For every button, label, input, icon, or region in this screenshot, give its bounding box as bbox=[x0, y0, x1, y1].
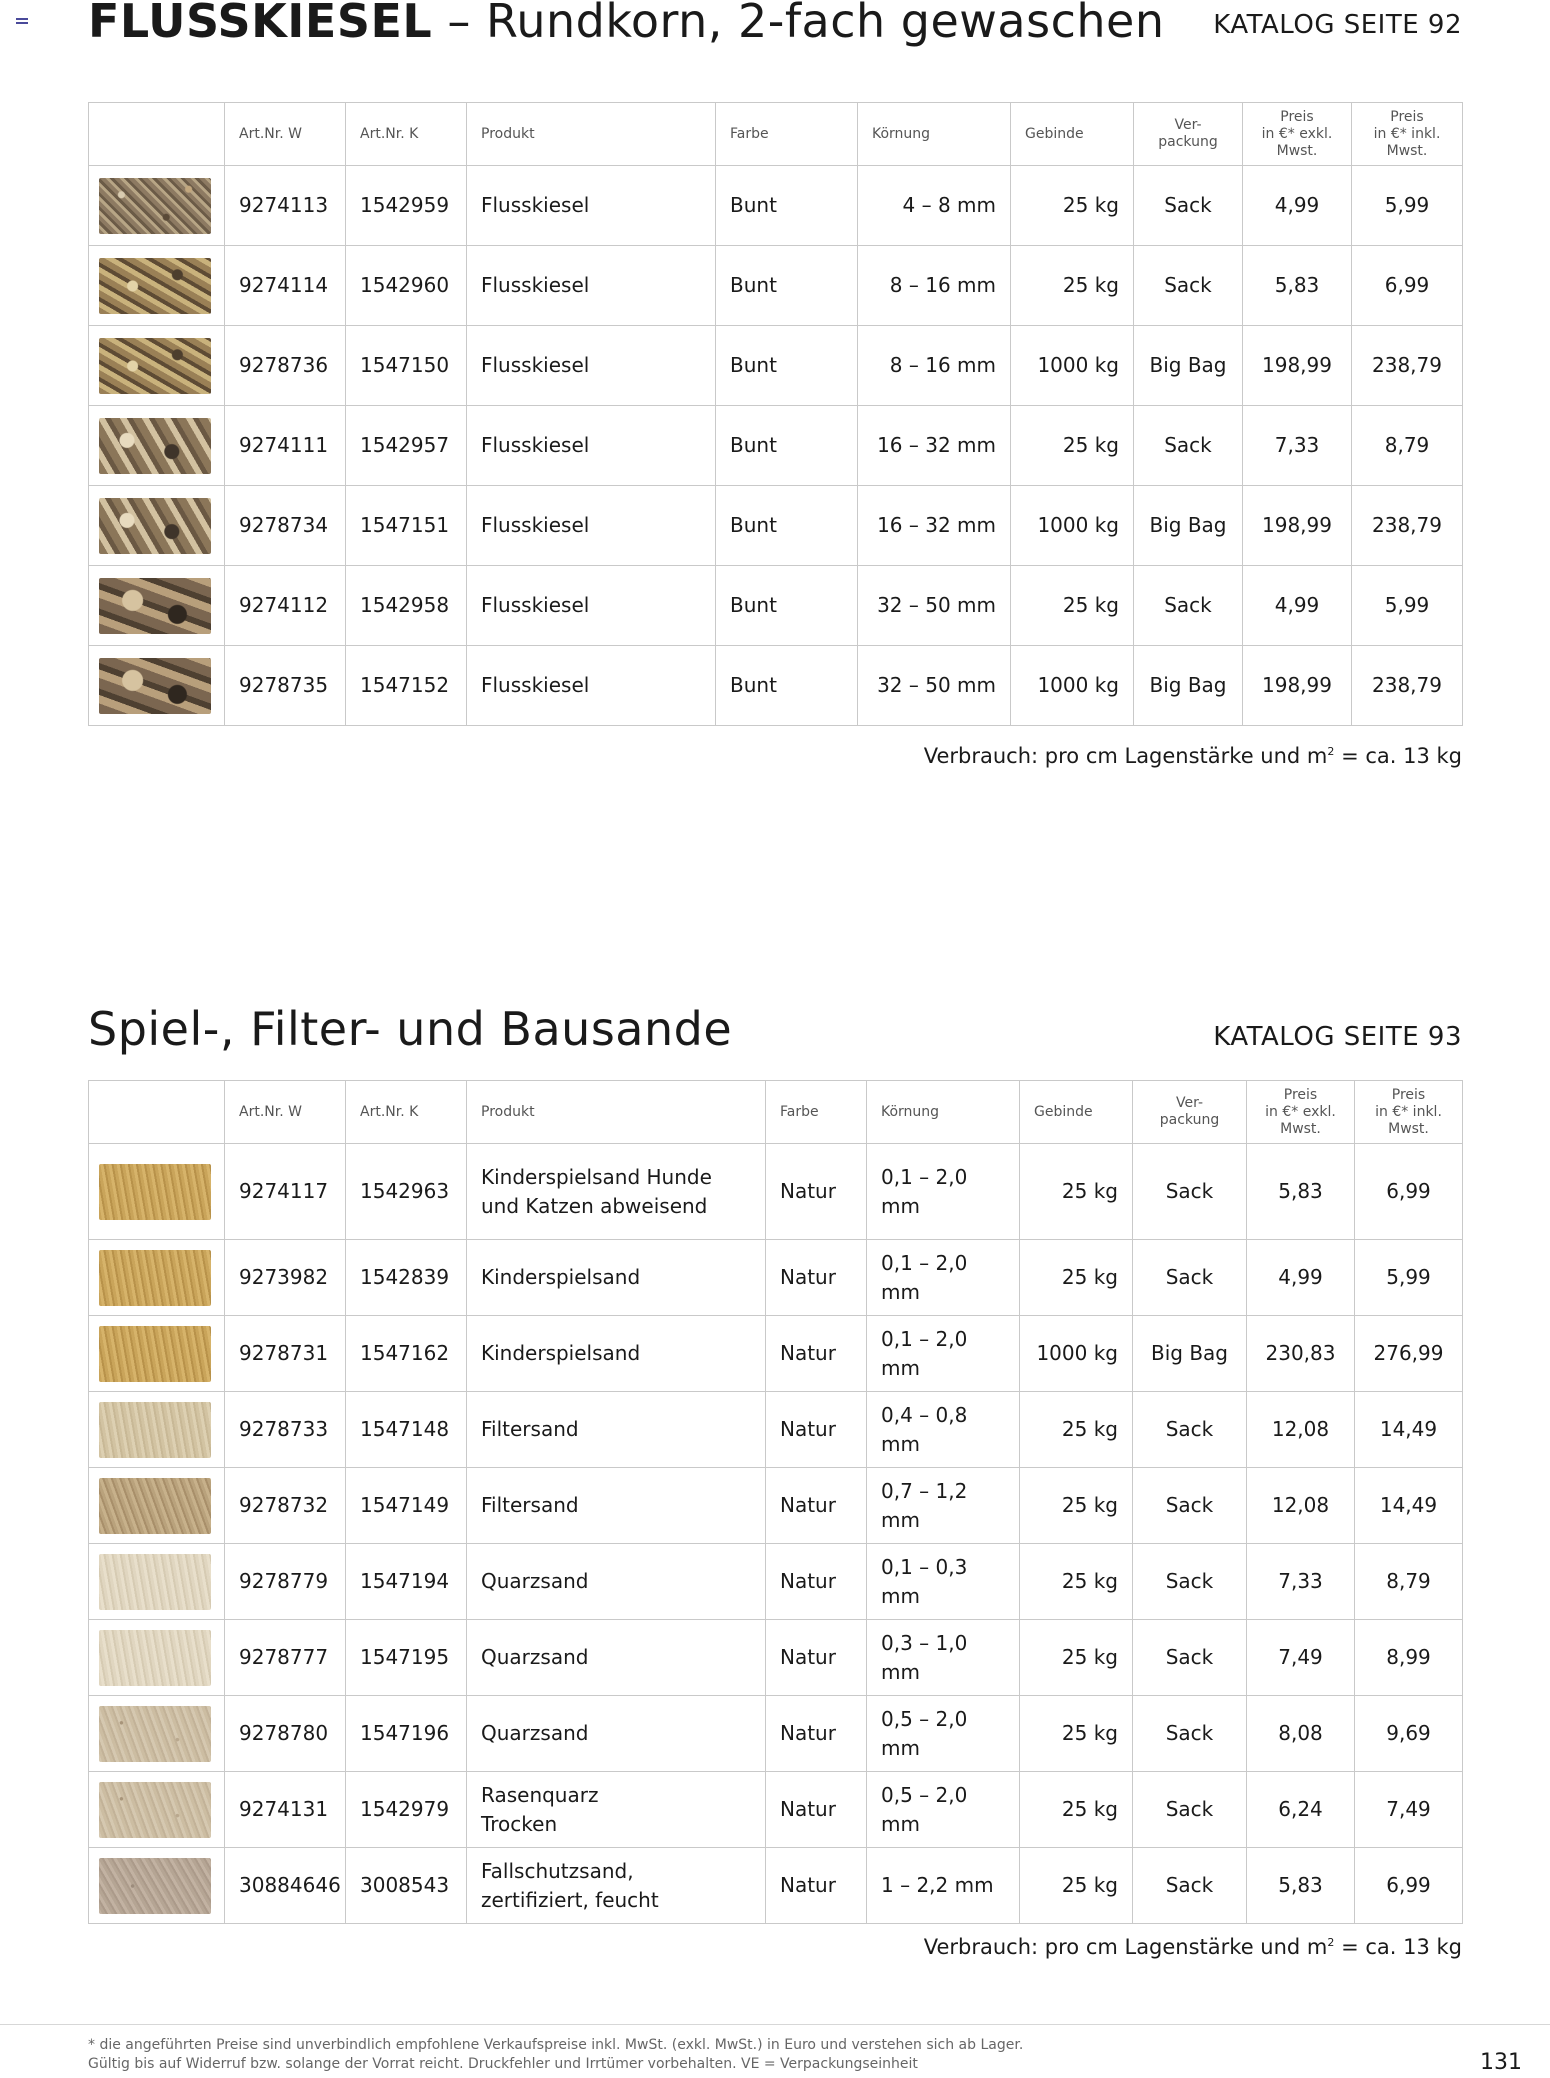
cell-gebinde: 25 kg bbox=[1011, 246, 1134, 326]
cell-gebinde: 25 kg bbox=[1020, 1392, 1133, 1468]
header-art-nr-w: Art.Nr. W bbox=[225, 103, 346, 166]
footer-note bbox=[88, 2036, 1288, 2074]
cell-art-nr-w: 9274111 bbox=[225, 406, 346, 486]
cell-preis-inkl: 7,49 bbox=[1355, 1772, 1463, 1848]
product-image bbox=[99, 1554, 211, 1610]
cell-produkt: Flusskiesel bbox=[467, 646, 716, 726]
cell-farbe: Natur bbox=[766, 1620, 867, 1696]
cell-art-nr-w: 9273982 bbox=[225, 1240, 346, 1316]
cell-preis-inkl: 5,99 bbox=[1355, 1240, 1463, 1316]
cell-art-nr-w: 9274114 bbox=[225, 246, 346, 326]
cell-preis-inkl: 238,79 bbox=[1352, 486, 1463, 566]
cell-art-nr-w: 9274131 bbox=[225, 1772, 346, 1848]
table-row bbox=[89, 1620, 1463, 1696]
cell-art-nr-w: 9278736 bbox=[225, 326, 346, 406]
cell-preis-inkl: 8,79 bbox=[1352, 406, 1463, 486]
cell-farbe: Natur bbox=[766, 1240, 867, 1316]
header-gebinde: Gebinde bbox=[1011, 103, 1134, 166]
product-image bbox=[99, 418, 211, 474]
header-produkt: Produkt bbox=[467, 1081, 766, 1144]
cell-farbe: Bunt bbox=[716, 486, 858, 566]
cell-verpackung: Sack bbox=[1133, 1468, 1247, 1544]
cell-gebinde: 25 kg bbox=[1020, 1468, 1133, 1544]
product-image bbox=[99, 338, 211, 394]
cell-preis-exkl: 12,08 bbox=[1247, 1468, 1355, 1544]
cell-farbe: Bunt bbox=[716, 566, 858, 646]
cell-preis-exkl: 12,08 bbox=[1247, 1392, 1355, 1468]
cell-preis-inkl: 14,49 bbox=[1355, 1468, 1463, 1544]
header-image bbox=[89, 103, 225, 166]
cell-farbe: Natur bbox=[766, 1544, 867, 1620]
header-art-nr-k: Art.Nr. K bbox=[346, 103, 467, 166]
section-title-rest: – Rundkorn, 2-fach gewaschen bbox=[432, 0, 1165, 48]
cell-preis-exkl: 4,99 bbox=[1247, 1240, 1355, 1316]
header-preis-inkl: Preis in €* inkl. Mwst. bbox=[1355, 1081, 1463, 1144]
product-image bbox=[99, 1478, 211, 1534]
header-verpackung: Ver- packung bbox=[1134, 103, 1243, 166]
header-farbe: Farbe bbox=[766, 1081, 867, 1144]
cell-farbe: Natur bbox=[766, 1468, 867, 1544]
cell-produkt: Flusskiesel bbox=[467, 406, 716, 486]
cell-preis-inkl: 238,79 bbox=[1352, 326, 1463, 406]
table-row bbox=[89, 1848, 1463, 1924]
table-row bbox=[89, 166, 1463, 246]
header-image bbox=[89, 1081, 225, 1144]
cell-preis-exkl: 5,83 bbox=[1243, 246, 1352, 326]
cell-gebinde: 25 kg bbox=[1020, 1772, 1133, 1848]
cell-koernung: 8 – 16 mm bbox=[858, 246, 1011, 326]
catalog-reference: KATALOG SEITE 93 bbox=[1213, 1022, 1462, 1052]
cell-art-nr-w: 9274112 bbox=[225, 566, 346, 646]
table-row bbox=[89, 1772, 1463, 1848]
cell-koernung: 32 – 50 mm bbox=[858, 646, 1011, 726]
cell-koernung: 0,5 – 2,0 mm bbox=[867, 1696, 1020, 1772]
cell-art-nr-w: 9278779 bbox=[225, 1544, 346, 1620]
cell-preis-exkl: 230,83 bbox=[1247, 1316, 1355, 1392]
cell-gebinde: 1000 kg bbox=[1011, 646, 1134, 726]
cell-art-nr-k: 3008543 bbox=[346, 1848, 467, 1924]
cell-gebinde: 25 kg bbox=[1020, 1240, 1133, 1316]
cell-produkt: Flusskiesel bbox=[467, 486, 716, 566]
table-row bbox=[89, 1316, 1463, 1392]
cell-verpackung: Sack bbox=[1134, 566, 1243, 646]
header-art-nr-w: Art.Nr. W bbox=[225, 1081, 346, 1144]
cell-art-nr-w: 9278777 bbox=[225, 1620, 346, 1696]
cell-koernung: 32 – 50 mm bbox=[858, 566, 1011, 646]
cell-farbe: Bunt bbox=[716, 326, 858, 406]
section-title-strong: FLUSSKIESEL bbox=[88, 0, 433, 48]
consumption-note: Verbrauch: pro cm Lagenstärke und $m^2$ = ca. 13 kg bbox=[923, 1935, 1462, 1959]
cell-gebinde: 25 kg bbox=[1011, 166, 1134, 246]
cell-gebinde: 25 kg bbox=[1020, 1544, 1133, 1620]
header-produkt: Produkt bbox=[467, 103, 716, 166]
cell-koernung: 8 – 16 mm bbox=[858, 326, 1011, 406]
cell-art-nr-k: 1547149 bbox=[346, 1468, 467, 1544]
cell-preis-exkl: 7,33 bbox=[1247, 1544, 1355, 1620]
footer-note-line-2: Gültig bis auf Widerruf bzw. solange der Vorrat reicht. Druckfehler und Irrtümer vorbehalten. VE = Verpackungseinheit bbox=[88, 2056, 918, 2072]
cell-preis-exkl: 7,49 bbox=[1247, 1620, 1355, 1696]
table-row bbox=[89, 486, 1463, 566]
cell-art-nr-k: 1542839 bbox=[346, 1240, 467, 1316]
cell-gebinde: 25 kg bbox=[1020, 1848, 1133, 1924]
product-image bbox=[99, 1164, 211, 1220]
cell-farbe: Bunt bbox=[716, 166, 858, 246]
cell-art-nr-w: 9278734 bbox=[225, 486, 346, 566]
cell-preis-exkl: 198,99 bbox=[1243, 326, 1352, 406]
cell-verpackung: Big Bag bbox=[1134, 486, 1243, 566]
cell-koernung: 0,1 – 2,0 mm bbox=[867, 1240, 1020, 1316]
cell-koernung: 0,1 – 0,3 mm bbox=[867, 1544, 1020, 1620]
cell-art-nr-k: 1542979 bbox=[346, 1772, 467, 1848]
cell-verpackung: Sack bbox=[1133, 1696, 1247, 1772]
cell-art-nr-w: 9274113 bbox=[225, 166, 346, 246]
product-image bbox=[99, 1250, 211, 1306]
consumption-note: Verbrauch: pro cm Lagenstärke und $m^2$ = ca. 13 kg bbox=[923, 744, 1462, 768]
cell-preis-inkl: 238,79 bbox=[1352, 646, 1463, 726]
cell-preis-inkl: 9,69 bbox=[1355, 1696, 1463, 1772]
cell-preis-exkl: 198,99 bbox=[1243, 646, 1352, 726]
table-row bbox=[89, 1144, 1463, 1240]
page-number: 131 bbox=[1480, 2050, 1522, 2075]
cell-farbe: Bunt bbox=[716, 406, 858, 486]
cell-farbe: Natur bbox=[766, 1392, 867, 1468]
cell-art-nr-k: 1547194 bbox=[346, 1544, 467, 1620]
header-art-nr-k: Art.Nr. K bbox=[346, 1081, 467, 1144]
cell-art-nr-w: 9278731 bbox=[225, 1316, 346, 1392]
cell-preis-inkl: 5,99 bbox=[1352, 166, 1463, 246]
cell-preis-inkl: 5,99 bbox=[1352, 566, 1463, 646]
cell-verpackung: Sack bbox=[1134, 406, 1243, 486]
cell-farbe: Natur bbox=[766, 1316, 867, 1392]
cell-preis-exkl: 198,99 bbox=[1243, 486, 1352, 566]
table-row bbox=[89, 406, 1463, 486]
cell-koernung: 0,7 – 1,2 mm bbox=[867, 1468, 1020, 1544]
cell-preis-exkl: 8,08 bbox=[1247, 1696, 1355, 1772]
table-header-row bbox=[89, 103, 1463, 166]
cell-art-nr-k: 1547195 bbox=[346, 1620, 467, 1696]
cell-art-nr-k: 1542958 bbox=[346, 566, 467, 646]
footer-divider bbox=[0, 2024, 1550, 2025]
cell-art-nr-w: 30884646 bbox=[225, 1848, 346, 1924]
cell-verpackung: Big Bag bbox=[1133, 1316, 1247, 1392]
product-image bbox=[99, 658, 211, 714]
cell-farbe: Natur bbox=[766, 1772, 867, 1848]
product-image bbox=[99, 498, 211, 554]
cell-produkt: Quarzsand bbox=[467, 1620, 766, 1696]
header-preis-inkl: Preis in €* inkl. Mwst. bbox=[1352, 103, 1463, 166]
menu-icon[interactable] bbox=[16, 18, 28, 26]
cell-produkt: Flusskiesel bbox=[467, 566, 716, 646]
table-row bbox=[89, 1544, 1463, 1620]
product-image bbox=[99, 1782, 211, 1838]
table-row bbox=[89, 1392, 1463, 1468]
cell-art-nr-k: 1547196 bbox=[346, 1696, 467, 1772]
cell-verpackung: Sack bbox=[1133, 1620, 1247, 1696]
cell-preis-inkl: 6,99 bbox=[1355, 1848, 1463, 1924]
section-title-flusskiesel bbox=[88, 0, 1165, 48]
cell-preis-inkl: 6,99 bbox=[1352, 246, 1463, 326]
cell-gebinde: 1000 kg bbox=[1020, 1316, 1133, 1392]
cell-art-nr-w: 9274117 bbox=[225, 1144, 346, 1240]
cell-koernung: 1 – 2,2 mm bbox=[867, 1848, 1020, 1924]
cell-produkt: Kinderspielsand bbox=[467, 1316, 766, 1392]
cell-art-nr-k: 1547152 bbox=[346, 646, 467, 726]
cell-koernung: 16 – 32 mm bbox=[858, 406, 1011, 486]
cell-art-nr-w: 9278735 bbox=[225, 646, 346, 726]
cell-art-nr-k: 1542959 bbox=[346, 166, 467, 246]
cell-preis-inkl: 276,99 bbox=[1355, 1316, 1463, 1392]
cell-preis-exkl: 5,83 bbox=[1247, 1848, 1355, 1924]
product-image bbox=[99, 578, 211, 634]
cell-verpackung: Sack bbox=[1133, 1392, 1247, 1468]
cell-gebinde: 25 kg bbox=[1011, 566, 1134, 646]
header-preis-exkl: Preis in €* exkl. Mwst. bbox=[1247, 1081, 1355, 1144]
table-header-row bbox=[89, 1081, 1463, 1144]
cell-koernung: 0,5 – 2,0 mm bbox=[867, 1772, 1020, 1848]
cell-art-nr-k: 1542960 bbox=[346, 246, 467, 326]
cell-gebinde: 1000 kg bbox=[1011, 326, 1134, 406]
header-gebinde: Gebinde bbox=[1020, 1081, 1133, 1144]
cell-farbe: Natur bbox=[766, 1696, 867, 1772]
cell-gebinde: 25 kg bbox=[1020, 1144, 1133, 1240]
cell-produkt: Fallschutzsand, zertifiziert, feucht bbox=[467, 1848, 766, 1924]
cell-produkt: Filtersand bbox=[467, 1468, 766, 1544]
cell-farbe: Natur bbox=[766, 1848, 867, 1924]
product-image bbox=[99, 258, 211, 314]
cell-gebinde: 25 kg bbox=[1011, 406, 1134, 486]
cell-koernung: 0,1 – 2,0 mm bbox=[867, 1144, 1020, 1240]
product-image bbox=[99, 1402, 211, 1458]
cell-gebinde: 25 kg bbox=[1020, 1696, 1133, 1772]
cell-verpackung: Sack bbox=[1134, 166, 1243, 246]
cell-produkt: Flusskiesel bbox=[467, 246, 716, 326]
cell-verpackung: Big Bag bbox=[1134, 326, 1243, 406]
cell-produkt: Rasenquarz Trocken bbox=[467, 1772, 766, 1848]
header-verpackung: Ver- packung bbox=[1133, 1081, 1247, 1144]
cell-preis-inkl: 8,79 bbox=[1355, 1544, 1463, 1620]
product-image bbox=[99, 1858, 211, 1914]
cell-produkt: Kinderspielsand Hunde und Katzen abweisend bbox=[467, 1144, 766, 1240]
table-row bbox=[89, 646, 1463, 726]
cell-verpackung: Sack bbox=[1133, 1544, 1247, 1620]
table-row bbox=[89, 566, 1463, 646]
product-image bbox=[99, 1630, 211, 1686]
cell-verpackung: Sack bbox=[1134, 246, 1243, 326]
cell-preis-inkl: 6,99 bbox=[1355, 1144, 1463, 1240]
cell-produkt: Flusskiesel bbox=[467, 326, 716, 406]
cell-art-nr-w: 9278733 bbox=[225, 1392, 346, 1468]
cell-art-nr-k: 1547151 bbox=[346, 486, 467, 566]
cell-preis-exkl: 7,33 bbox=[1243, 406, 1352, 486]
cell-preis-exkl: 5,83 bbox=[1247, 1144, 1355, 1240]
footer-note-line-1: * die angeführten Preise sind unverbindlich empfohlene Verkaufspreise inkl. MwSt. (exkl. MwSt.) in Euro und verstehen sich ab Lager. bbox=[88, 2037, 1024, 2053]
cell-verpackung: Sack bbox=[1133, 1848, 1247, 1924]
cell-gebinde: 1000 kg bbox=[1011, 486, 1134, 566]
product-table-sande bbox=[88, 1080, 1463, 1924]
cell-koernung: 4 – 8 mm bbox=[858, 166, 1011, 246]
table-row bbox=[89, 1468, 1463, 1544]
cell-verpackung: Big Bag bbox=[1134, 646, 1243, 726]
product-image bbox=[99, 178, 211, 234]
cell-preis-exkl: 4,99 bbox=[1243, 166, 1352, 246]
cell-farbe: Natur bbox=[766, 1144, 867, 1240]
table-row bbox=[89, 1240, 1463, 1316]
cell-gebinde: 25 kg bbox=[1020, 1620, 1133, 1696]
header-koernung: Körnung bbox=[867, 1081, 1020, 1144]
cell-preis-inkl: 8,99 bbox=[1355, 1620, 1463, 1696]
cell-verpackung: Sack bbox=[1133, 1772, 1247, 1848]
header-farbe: Farbe bbox=[716, 103, 858, 166]
catalog-reference: KATALOG SEITE 92 bbox=[1213, 10, 1462, 40]
product-image bbox=[99, 1326, 211, 1382]
product-image bbox=[99, 1706, 211, 1762]
header-preis-exkl: Preis in €* exkl. Mwst. bbox=[1243, 103, 1352, 166]
cell-preis-exkl: 4,99 bbox=[1243, 566, 1352, 646]
cell-art-nr-k: 1542957 bbox=[346, 406, 467, 486]
section-title-sande: Spiel-, Filter- und Bausande bbox=[88, 1002, 733, 1056]
header-koernung: Körnung bbox=[858, 103, 1011, 166]
table-row bbox=[89, 246, 1463, 326]
table-row bbox=[89, 326, 1463, 406]
cell-verpackung: Sack bbox=[1133, 1240, 1247, 1316]
cell-art-nr-w: 9278780 bbox=[225, 1696, 346, 1772]
cell-produkt: Kinderspielsand bbox=[467, 1240, 766, 1316]
table-row bbox=[89, 1696, 1463, 1772]
product-table-flusskiesel bbox=[88, 102, 1463, 726]
cell-koernung: 0,4 – 0,8 mm bbox=[867, 1392, 1020, 1468]
cell-produkt: Filtersand bbox=[467, 1392, 766, 1468]
cell-art-nr-w: 9278732 bbox=[225, 1468, 346, 1544]
cell-art-nr-k: 1547150 bbox=[346, 326, 467, 406]
cell-koernung: 0,1 – 2,0 mm bbox=[867, 1316, 1020, 1392]
cell-farbe: Bunt bbox=[716, 246, 858, 326]
cell-preis-exkl: 6,24 bbox=[1247, 1772, 1355, 1848]
cell-koernung: 0,3 – 1,0 mm bbox=[867, 1620, 1020, 1696]
cell-koernung: 16 – 32 mm bbox=[858, 486, 1011, 566]
cell-verpackung: Sack bbox=[1133, 1144, 1247, 1240]
cell-preis-inkl: 14,49 bbox=[1355, 1392, 1463, 1468]
cell-produkt: Quarzsand bbox=[467, 1696, 766, 1772]
cell-art-nr-k: 1547162 bbox=[346, 1316, 467, 1392]
cell-produkt: Flusskiesel bbox=[467, 166, 716, 246]
cell-art-nr-k: 1547148 bbox=[346, 1392, 467, 1468]
cell-produkt: Quarzsand bbox=[467, 1544, 766, 1620]
cell-art-nr-k: 1542963 bbox=[346, 1144, 467, 1240]
cell-farbe: Bunt bbox=[716, 646, 858, 726]
